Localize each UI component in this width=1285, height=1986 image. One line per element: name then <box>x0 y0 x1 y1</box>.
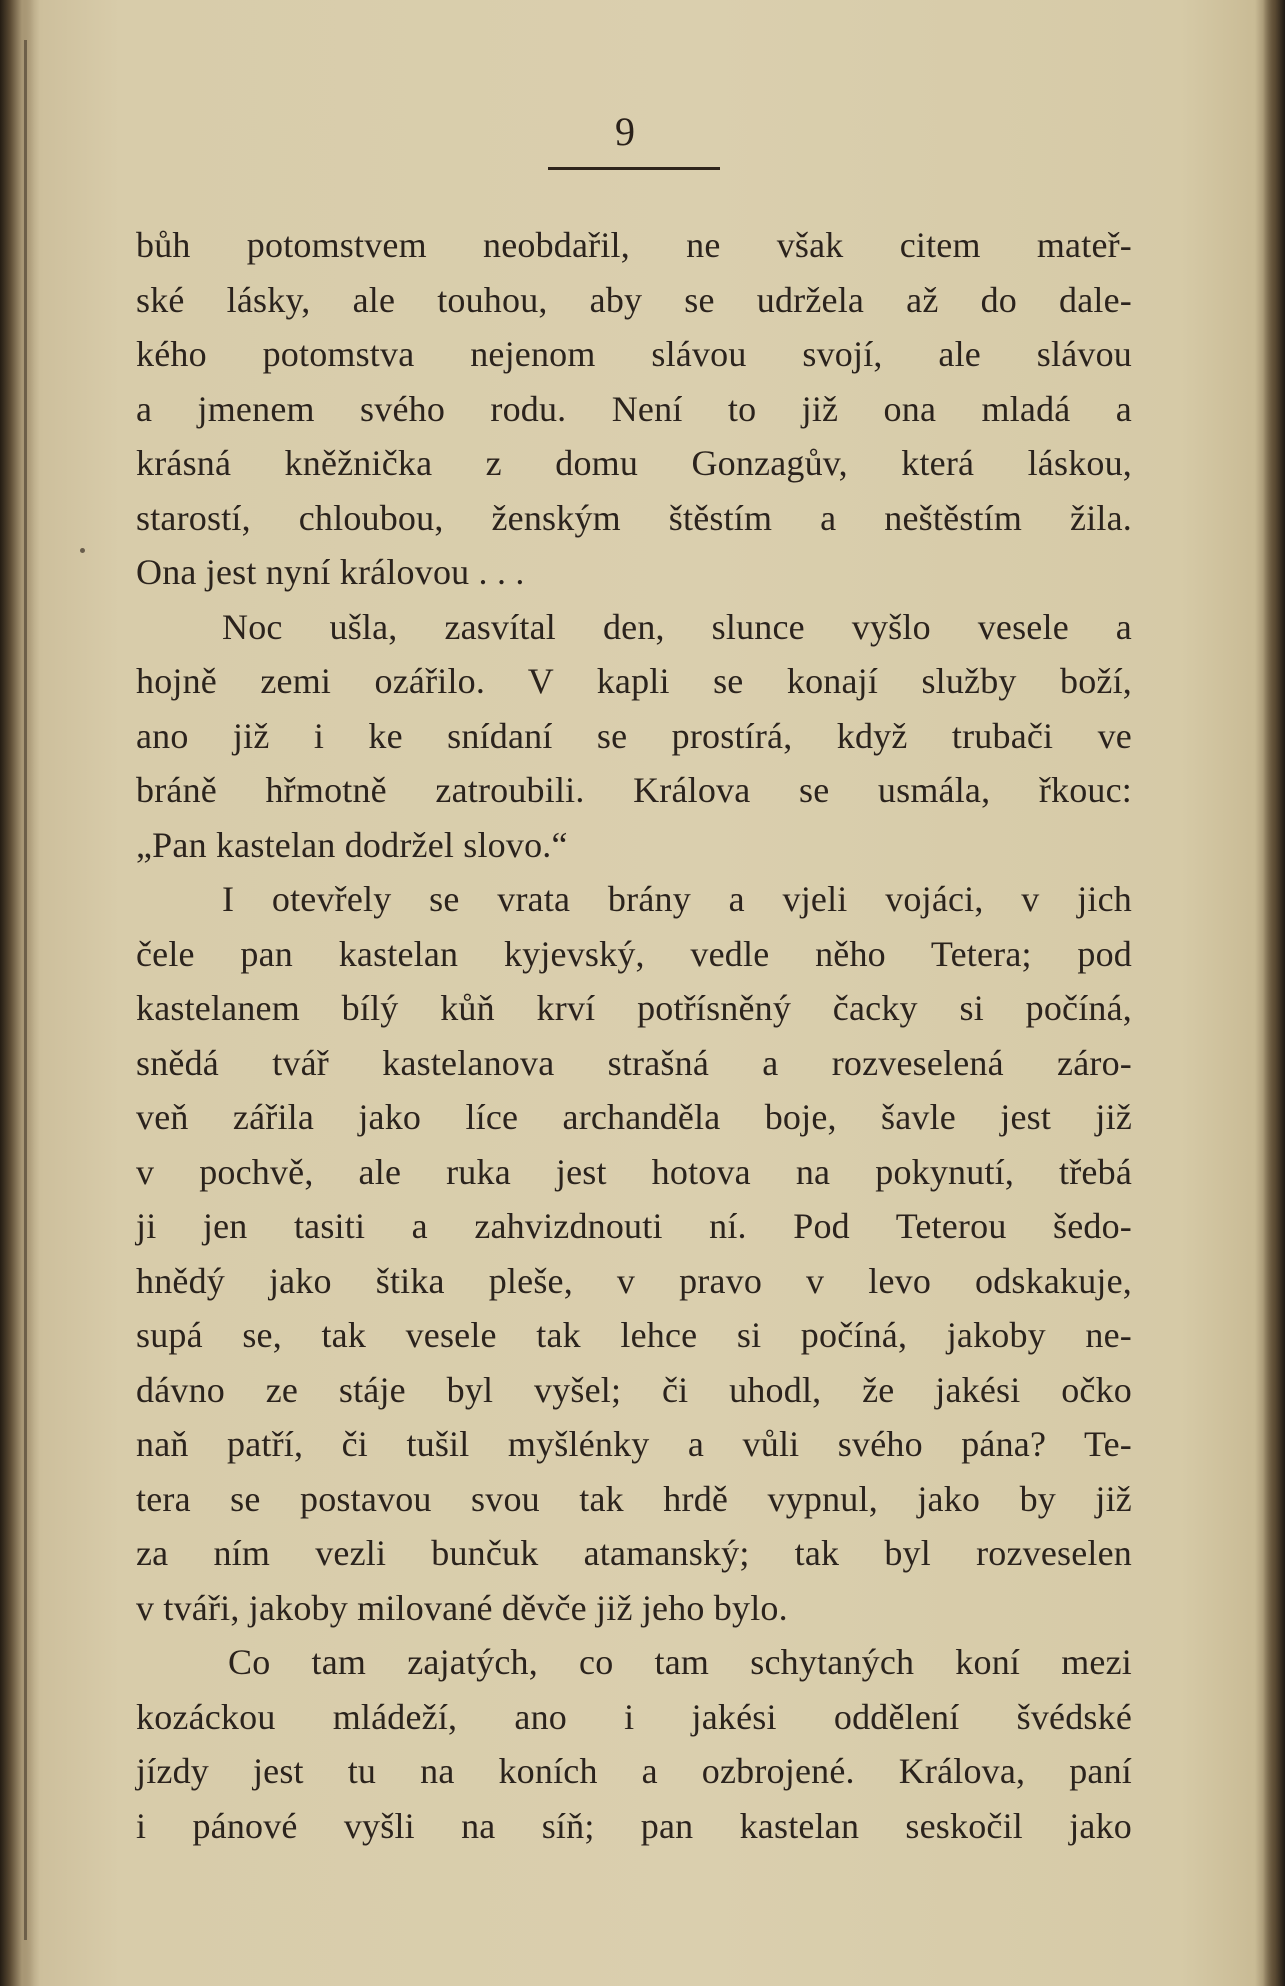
text-line: hojně zemi ozářilo. V kapli se konají služby boží, <box>136 661 1132 701</box>
page-edge-shadow <box>1263 0 1285 1986</box>
text-line: krásná kněžnička z domu Gonzagův, která láskou, <box>136 443 1132 483</box>
text-line: ské lásky, ale touhou, aby se udržela až do dale- <box>136 279 1132 320</box>
spine-crease <box>24 40 27 1940</box>
book-spine-shadow <box>0 0 34 1986</box>
text-line: kozáckou mládeží, ano i jakési oddělení švédské <box>136 1696 1132 1737</box>
text-line: ano již i ke snídaní se prostírá, když trubači ve <box>136 715 1132 756</box>
paper-speck <box>80 548 85 553</box>
text-line: starostí, chloubou, ženským štěstím a neštěstím žila. <box>136 497 1132 538</box>
text-line: a jmenem svého rodu. Není to již ona mladá a <box>136 388 1132 429</box>
text-line: Noc ušla, zasvítal den, slunce vyšlo vesele a <box>222 606 1132 647</box>
text-line: „Pan kastelan dodržel slovo.“ <box>136 824 568 865</box>
text-line: bůh potomstvem neobdařil, ne však citem mateř- <box>136 225 1132 265</box>
text-line: ji jen tasiti a zahvizdnouti ní. Pod Teterou šedo- <box>136 1206 1132 1246</box>
text-line: za ním vezli bunčuk atamanský; tak byl rozveselen <box>136 1533 1132 1573</box>
text-line: jízdy jest tu na koních a ozbrojené. Králova, paní <box>136 1751 1132 1791</box>
text-line: dávno ze stáje byl vyšel; či uhodl, že jakési očko <box>136 1369 1132 1410</box>
text-line: veň zářila jako líce archanděla boje, šavle jest již <box>136 1097 1132 1137</box>
text-line: tera se postavou svou tak hrdě vypnul, jako by již <box>136 1478 1132 1519</box>
text-line: kastelanem bílý kůň krví potřísněný čacky si počíná, <box>136 988 1132 1028</box>
text-line: naň patří, či tušil myšlénky a vůli svého pána? Te- <box>136 1424 1132 1464</box>
text-line: čele pan kastelan kyjevský, vedle něho Tetera; pod <box>136 933 1132 974</box>
text-line: supá se, tak vesele tak lehce si počíná, jakoby ne- <box>136 1315 1132 1355</box>
page-number-rule <box>548 167 720 170</box>
text-line: v tváři, jakoby milované děvče již jeho bylo. <box>136 1587 788 1628</box>
text-line: Ona jest nyní královou . . . <box>136 552 525 592</box>
body-text <box>136 218 1132 1853</box>
text-line: i pánové vyšli na síň; pan kastelan seskočil jako <box>136 1805 1132 1846</box>
text-line: I otevřely se vrata brány a vjeli vojáci, v jich <box>222 879 1132 919</box>
text-line: kého potomstva nejenom slávou svojí, ale slávou <box>136 334 1132 374</box>
text-line: bráně hřmotně zatroubili. Královа se usmála, řkouc: <box>136 770 1132 810</box>
text-line: v pochvě, ale ruka jest hotova na pokynutí, třebá <box>136 1151 1132 1192</box>
text-line: Co tam zajatých, co tam schytaných koní mezi <box>228 1642 1132 1682</box>
text-line: hnědý jako štika pleše, v pravo v levo odskakuje, <box>136 1260 1132 1301</box>
text-line: snědá tvář kastelanova strašná a rozveselená záro- <box>136 1042 1132 1083</box>
page-number: 9 <box>615 109 635 154</box>
